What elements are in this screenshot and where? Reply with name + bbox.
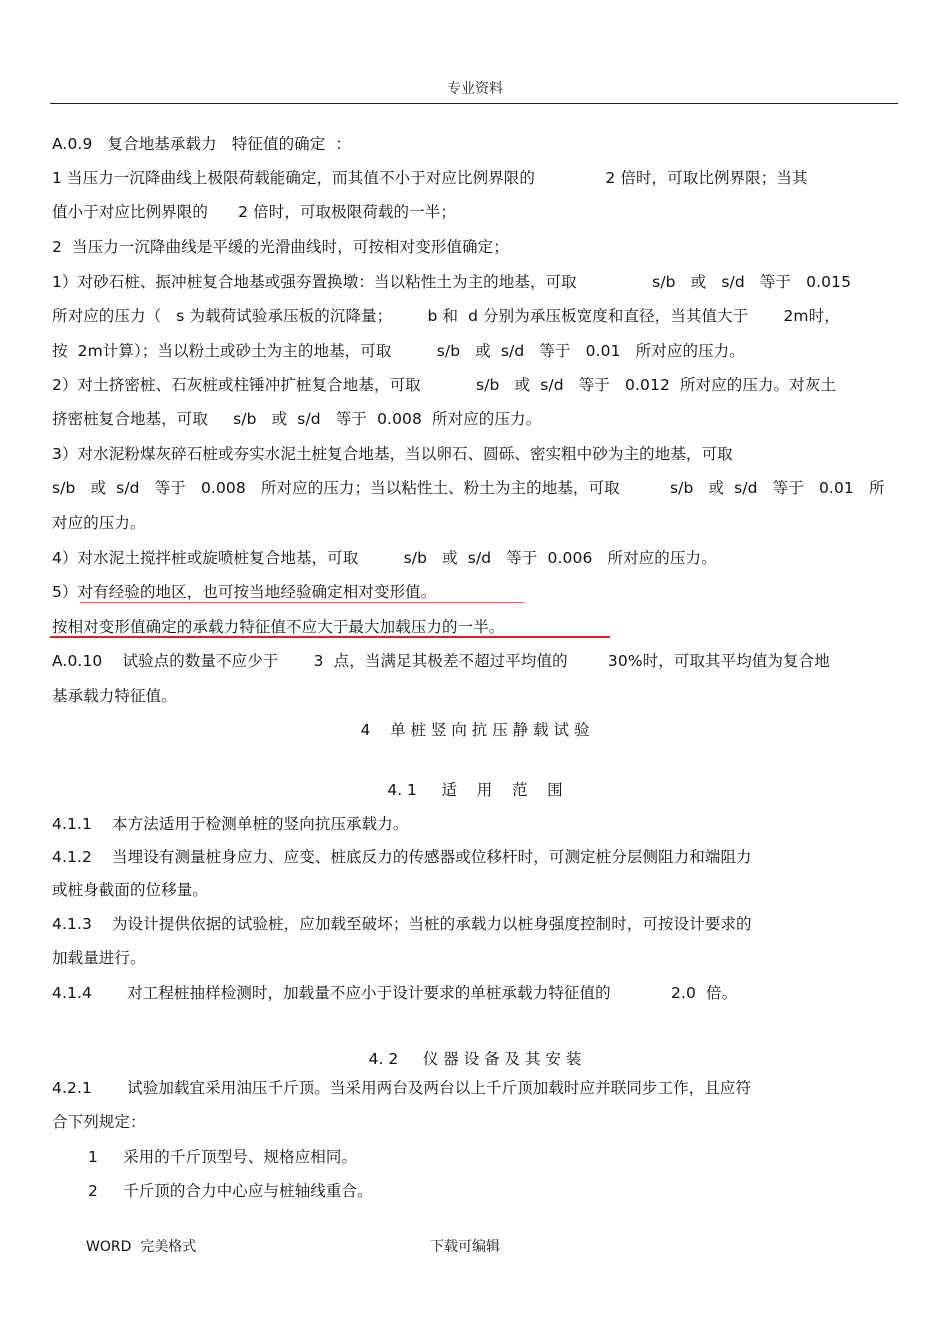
text-line: 1）对砂石桩、振冲桩复合地基或强夯置换墩：当以粘性土为主的地基，可取 s/b 或 s/d 等于 0.015 [52,273,852,291]
text-line: 2 当压力一沉降曲线是平缓的光滑曲线时，可按相对变形值确定； [52,238,509,256]
text-line: 加载量进行。 [52,949,146,967]
text-line: 4.2.1 试验加载宜采用油压千斤顶。当采用两台及两台以上千斤顶加载时应并联同步工作，且应符 [52,1079,752,1097]
red-underline [50,636,610,638]
text-line: 挤密桩复合地基，可取 s/b 或 s/d 等于 0.008 所对应的压力。 [52,410,542,428]
section-heading: 4. 1 适 用 范 围 [387,781,563,799]
text-line: 所对应的压力（ s 为载荷试验承压板的沉降量； b 和 d 分别为承压板宽度和直径，当其值大于 2m时， [52,307,840,325]
text-line: 4.1.4 对工程桩抽样检测时，加载量不应小于设计要求的单桩承载力特征值的 2.0 倍。 [52,984,738,1002]
text-line: 基承载力特征值。 [52,687,177,705]
text-line: 或桩身截面的位移量。 [52,881,209,899]
text-line: A.0.9 复合地基承载力 特征值的确定 ： [52,135,352,153]
text-line: 4.1.3 为设计提供依据的试验桩，应加载至破坏；当桩的承载力以桩身强度控制时，可按设计要求的 [52,915,752,933]
text-line: 4）对水泥土搅拌桩或旋喷桩复合地基，可取 s/b 或 s/d 等于 0.006 所对应的压力。 [52,549,717,567]
text-line: 按相对变形值确定的承载力特征值不应大于最大加载压力的一半。 [52,618,505,636]
text-line: 5）对有经验的地区，也可按当地经验确定相对变形值。 [52,583,437,601]
text-line: 2）对土挤密桩、石灰桩或柱锤冲扩桩复合地基，可取 s/b 或 s/d 等于 0.012 所对应的压力。对灰土 [52,376,836,394]
text-line: 值小于对应比例界限的 2 倍时，可取极限荷载的一半； [52,203,456,221]
text-line: 4.1.2 当埋设有测量桩身应力、应变、桩底反力的传感器或位移杆时，可测定桩分层侧阻力和端阻力 [52,848,752,866]
list-item: 1 采用的千斤顶型号、规格应相同。 [88,1148,358,1166]
section-heading: 4 单 桩 竖 向 抗 压 静 载 试 验 [360,721,590,739]
text-line: 对应的压力。 [52,514,146,532]
header-divider [50,103,898,104]
text-line: 1 当压力一沉降曲线上极限荷载能确定，而其值不小于对应比例界限的 2 倍时，可取比例界限；当其 [52,169,808,187]
text-line: 按 2m计算）；当以粉土或砂土为主的地基，可取 s/b 或 s/d 等于 0.01 所对应的压力。 [52,342,745,360]
text-line: A.0.10 试验点的数量不应少于 3 点，当满足其极差不超过平均值的 30%时，可取其平均值为复合地 [52,652,830,670]
text-line: s/b 或 s/d 等于 0.008 所对应的压力；当以粘性土、粉土为主的地基，可取 s/b 或 s/d 等于 0.01 所 [52,479,885,497]
list-item: 2 千斤顶的合力中心应与桩轴线重合。 [88,1182,373,1200]
text-line: 4.1.1 本方法适用于检测单桩的竖向抗压承载力。 [52,815,409,833]
page-header: 专业资料 [447,81,503,97]
section-heading: 4. 2 仪 器 设 备 及 其 安 装 [368,1050,582,1068]
text-line: 3）对水泥粉煤灰碎石桩或夯实水泥土桩复合地基，当以卵石、圆砾、密实粗中砂为主的地基，可取 [52,445,733,463]
footer-center-text: 下载可编辑 [430,1239,500,1255]
red-underline [80,602,524,603]
footer-left-text: WORD 完美格式 [86,1239,197,1255]
text-line: 合下列规定： [52,1113,146,1131]
